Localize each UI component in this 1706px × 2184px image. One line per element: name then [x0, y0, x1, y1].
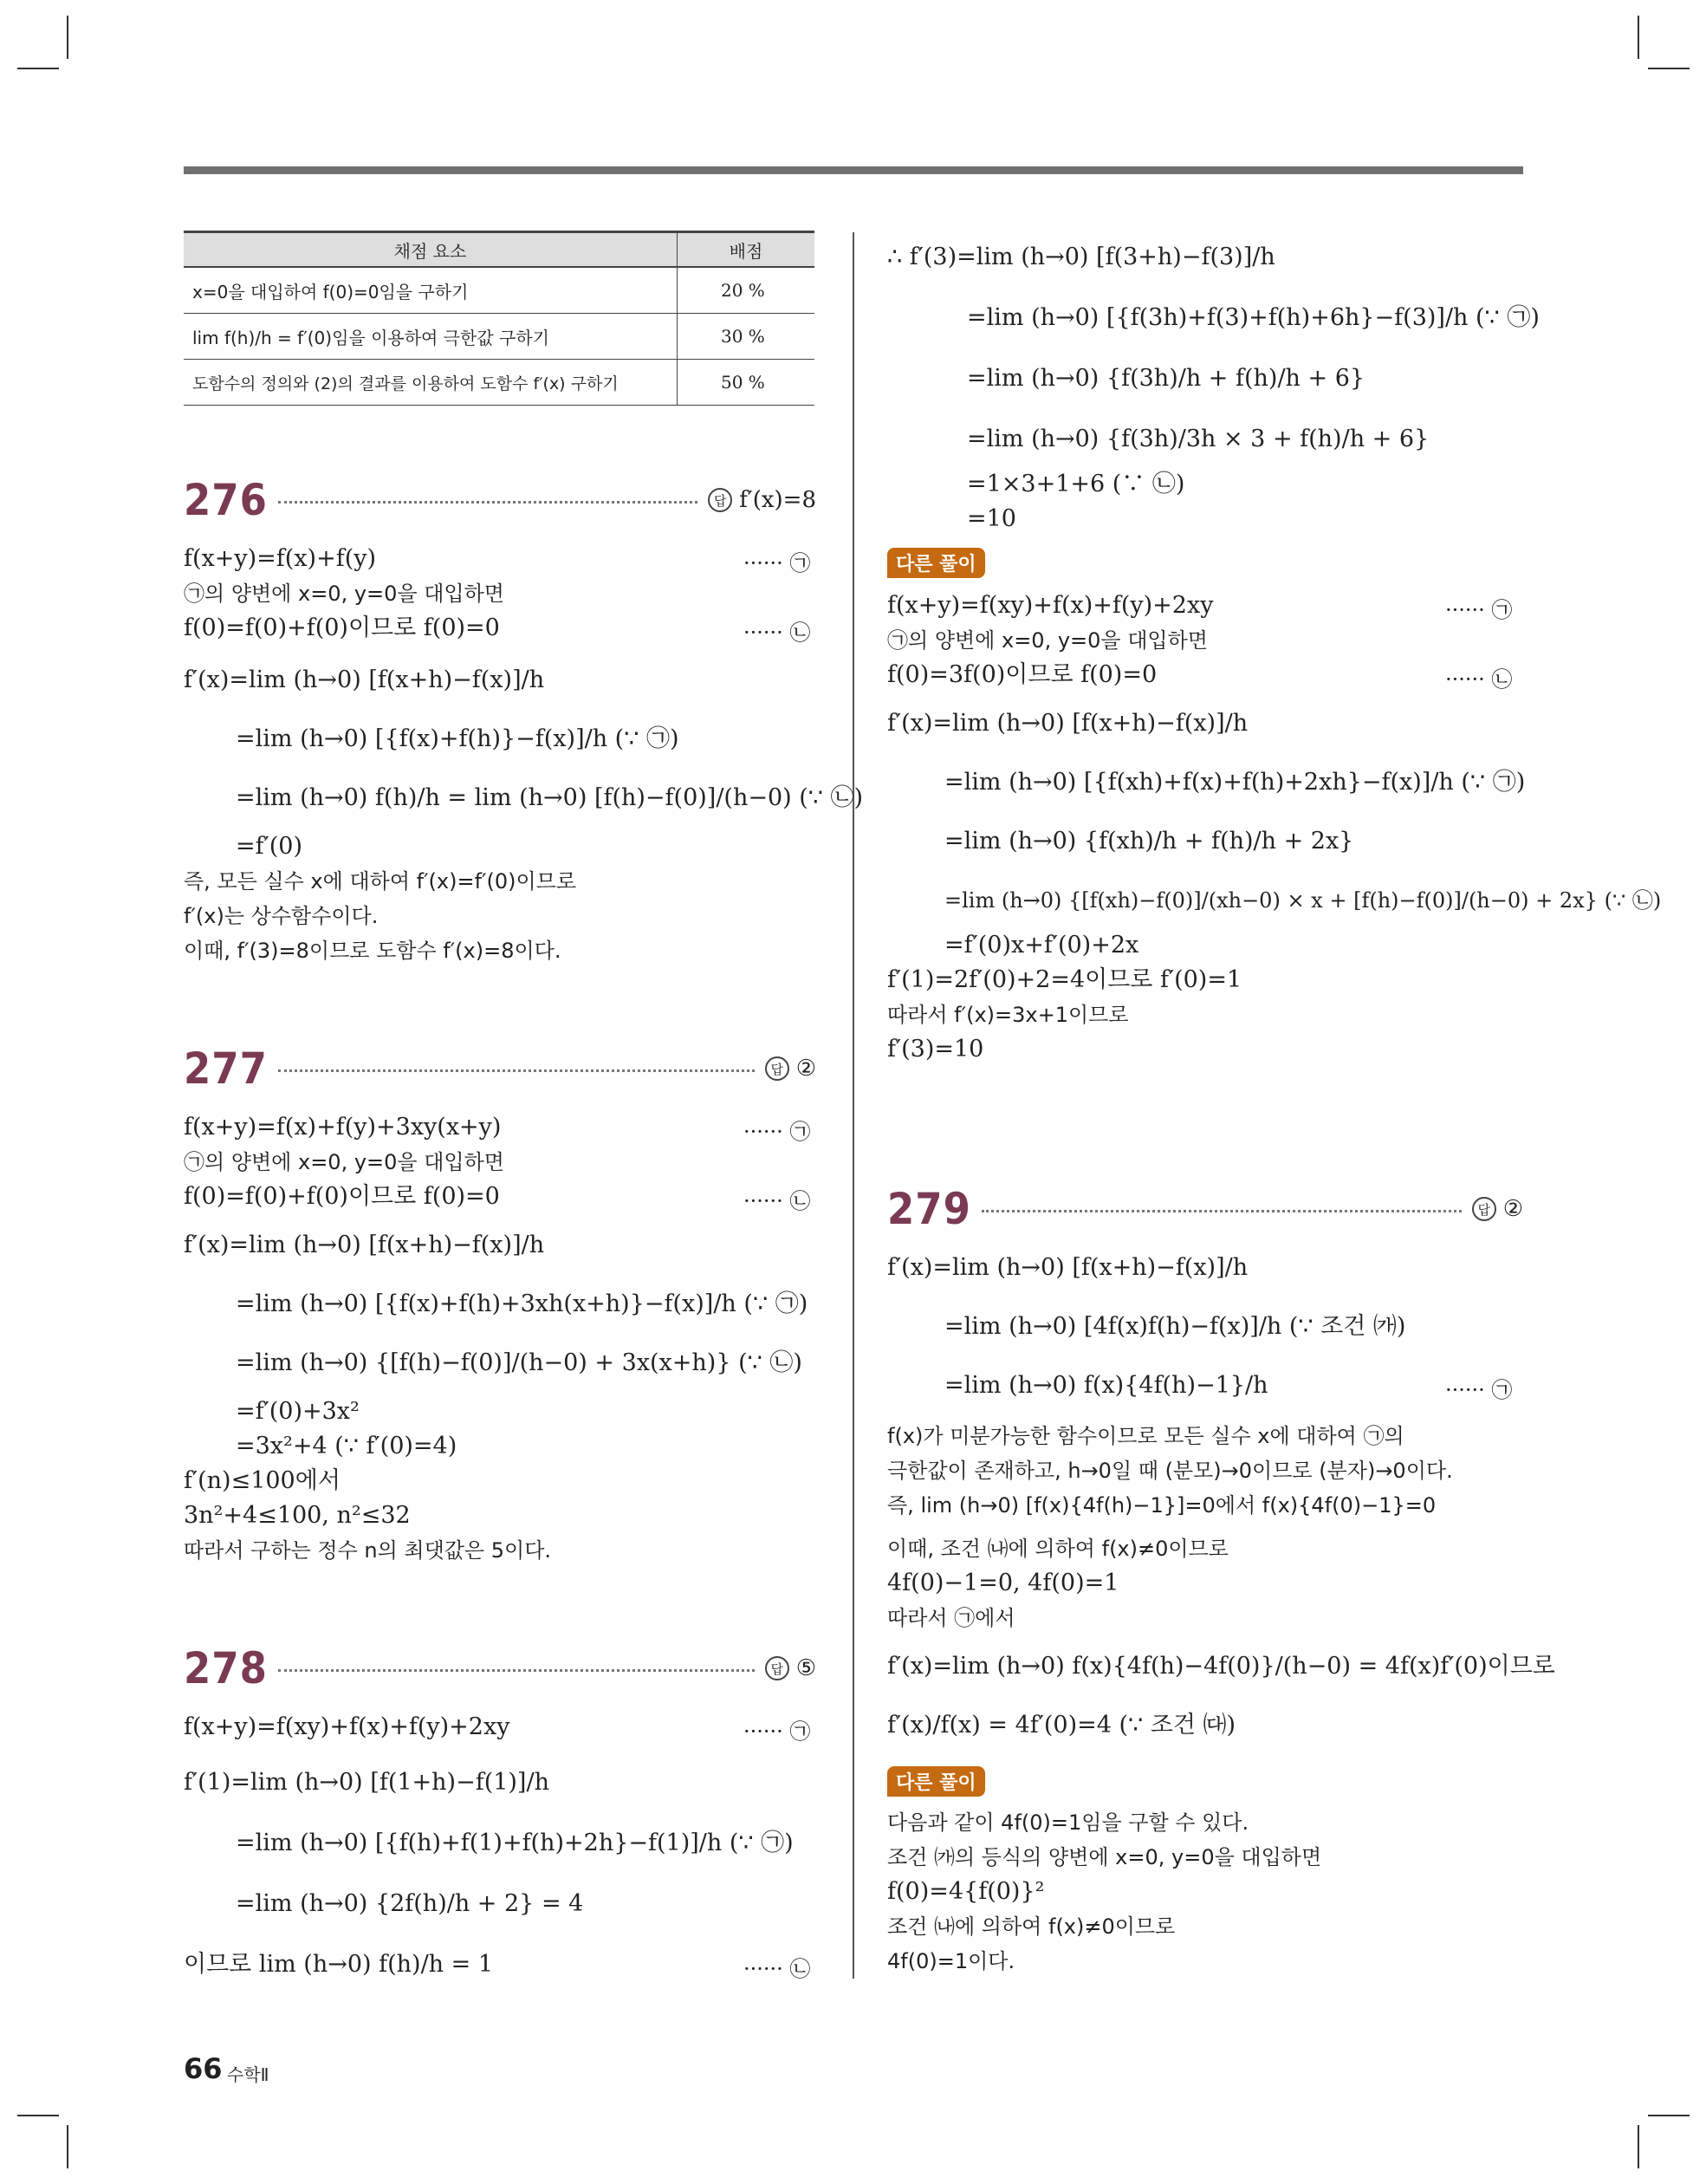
derivation-line: =lim (h→0) [{f(xh)+f(x)+f(h)+2xh}−f(x)]/h (∵ ㉠) [944, 769, 1526, 796]
math-line: 4f(0)−1=0, 4f(0)=1 [887, 1570, 1119, 1596]
answer-value: ⑤ [795, 1655, 816, 1681]
derivation-line: =lim (h→0) [{f(x)+f(h)+3xh(x+h)}−f(x)]/h (∵ ㉠) [236, 1290, 808, 1317]
leader-dots [278, 1069, 755, 1072]
derivation-line: =lim (h→0) {[f(xh)−f(0)]/(xh−0) × x + [f(h)−f(0)]/(h−0) + 2x} (∵ ㉡) [944, 888, 1662, 913]
text-line: 4f(0)=1이다. [887, 1949, 1015, 1973]
leader-dots [278, 500, 697, 504]
crop-mark [1648, 2115, 1690, 2116]
math-line: f(0)=f(0)+f(0)이므로 f(0)=0 [184, 1183, 500, 1210]
answer-box [708, 487, 816, 513]
page-number: 66 [184, 2052, 223, 2085]
alt-solution-badge: 다른 풀이 [887, 1766, 985, 1797]
derivation-line: =lim (h→0) {f(3h)/3h × 3 + f(h)/h + 6} [967, 426, 1430, 452]
problem-header-277 [184, 1043, 816, 1094]
derivation-line: =lim (h→0) f(h)/h = lim (h→0) [f(h)−f(0)]/(h−0) (∵ ㉡) [236, 784, 864, 811]
text-line: 조건 ㈎의 등식의 양변에 x=0, y=0을 대입하면 [887, 1845, 1322, 1869]
column-divider [853, 232, 854, 1979]
text-line: 따라서 f′(x)=3x+1이므로 [887, 1003, 1129, 1027]
crop-mark [17, 68, 59, 69]
problem-header-276 [184, 475, 816, 525]
text-line: f′(x)는 상수함수이다. [184, 904, 379, 928]
derivation-line: =lim (h→0) {[f(h)−f(0)]/(h−0) + 3x(x+h)} (∵ ㉡) [236, 1349, 802, 1376]
table-cell-points: 30 % [678, 314, 815, 360]
derivation-line: f′(1)=lim (h→0) [f(1+h)−f(1)]/h [184, 1769, 549, 1796]
table-row [184, 360, 814, 406]
answer-icon: 답 [1472, 1197, 1496, 1221]
math-line: f(x+y)=f(xy)+f(x)+f(y)+2xy [184, 1713, 510, 1740]
text-line: 다음과 같이 4f(0)=1임을 구할 수 있다. [887, 1810, 1249, 1835]
answer-box [765, 1056, 816, 1082]
problem-number: 279 [887, 1184, 971, 1234]
table-cell-points: 20 % [678, 267, 815, 314]
derivation-line: =lim (h→0) f(x){4f(h)−1}/h [944, 1372, 1268, 1399]
answer-box [1472, 1196, 1523, 1222]
problem-header-279 [887, 1184, 1523, 1234]
table-header-item: 채점 요소 [184, 232, 678, 268]
problem-header-278 [184, 1643, 816, 1693]
derivation-line: f′(x)=lim (h→0) [f(x+h)−f(x)]/h [184, 1232, 545, 1258]
derivation-line: =10 [967, 505, 1016, 532]
table-row [184, 267, 814, 314]
answer-icon: 답 [765, 1056, 789, 1081]
text-line: f(x)가 미분가능한 함수이므로 모든 실수 x에 대하여 ㉠의 [887, 1424, 1404, 1448]
derivation-line: =3x²+4 (∵ f′(0)=4) [236, 1433, 457, 1459]
answer-box [765, 1655, 816, 1681]
math-line: 3n²+4≤100, n²≤32 [184, 1502, 411, 1529]
derivation-line: f′(x)=lim (h→0) [f(x+h)−f(x)]/h [184, 666, 545, 693]
answer-icon: 답 [765, 1656, 789, 1680]
crop-mark [17, 2115, 59, 2116]
crop-mark [67, 16, 68, 59]
text-line: 즉, 모든 실수 x에 대하여 f′(x)=f′(0)이므로 [184, 869, 577, 894]
table-cell-item: x=0을 대입하여 f(0)=0임을 구하기 [184, 267, 678, 314]
problem-number: 276 [184, 475, 268, 525]
answer-value: ② [795, 1056, 816, 1082]
text-line: f′(n)≤100에서 [184, 1467, 341, 1494]
scoring-table [184, 231, 814, 406]
table-cell-item: 도함수의 정의와 (2)의 결과를 이용하여 도함수 f′(x) 구하기 [184, 360, 678, 406]
text-line: 극한값이 존재하고, h→0일 때 (분모)→0이므로 (분자)→0이다. [887, 1459, 1453, 1483]
table-row [184, 314, 814, 360]
equation-marker: ······ ㉠ [743, 1719, 811, 1744]
derivation-line: ∴ f′(3)=lim (h→0) [f(3+h)−f(3)]/h [887, 244, 1275, 270]
derivation-line: =lim (h→0) {2f(h)/h + 2} = 4 [236, 1890, 584, 1917]
leader-dots [982, 1209, 1462, 1212]
text-line: 따라서 구하는 정수 n의 최댓값은 5이다. [184, 1538, 552, 1563]
equation-marker: ······ ㉠ [1445, 598, 1513, 622]
equation-marker: ······ ㉡ [743, 621, 811, 645]
crop-mark [1638, 16, 1639, 59]
derivation-line: =lim (h→0) [{f(h)+f(1)+f(h)+2h}−f(1)]/h (∵ ㉠) [236, 1830, 794, 1856]
table-cell-item: lim f(h)/h = f′(0)임을 이용하여 극한값 구하기 [184, 314, 678, 360]
math-line: f(0)=3f(0)이므로 f(0)=0 [887, 661, 1158, 688]
text-line: 이때, f′(3)=8이므로 도함수 f′(x)=8이다. [184, 939, 561, 963]
derivation-line: =f′(0)+3x² [236, 1398, 360, 1425]
math-line: f(x+y)=f(x)+f(y)+3xy(x+y) [184, 1114, 502, 1141]
equation-marker: ······ ㉡ [1445, 667, 1513, 692]
alt-solution-badge: 다른 풀이 [887, 548, 985, 578]
problem-number: 277 [184, 1043, 268, 1094]
text-line: 조건 ㈏에 의하여 f(x)≠0이므로 [887, 1914, 1176, 1939]
derivation-line: =f′(0) [236, 833, 302, 860]
text-line: 따라서 ㉠에서 [887, 1606, 1015, 1630]
math-line: f′(3)=10 [887, 1036, 984, 1063]
equation-marker: ······ ㉡ [743, 1957, 811, 1981]
derivation-line: =lim (h→0) {f(3h)/h + f(h)/h + 6} [967, 365, 1365, 392]
derivation-line: f′(x)=lim (h→0) [f(x+h)−f(x)]/h [887, 1254, 1249, 1281]
problem-number: 278 [184, 1643, 268, 1693]
derivation-line: =1×3+1+6 (∵ ㉡) [967, 471, 1185, 497]
derivation-line: =lim (h→0) {f(xh)/h + f(h)/h + 2x} [944, 828, 1354, 855]
leader-dots [278, 1668, 755, 1672]
crop-mark [1638, 2125, 1639, 2168]
derivation-line: =lim (h→0) [{f(3h)+f(3)+f(h)+6h}−f(3)]/h (∵ ㉠) [967, 304, 1540, 331]
text-line: ㉠의 양변에 x=0, y=0을 대입하면 [887, 628, 1208, 653]
answer-value: f′(x)=8 [739, 487, 816, 513]
crop-mark [1648, 68, 1690, 69]
derivation-line: =lim (h→0) [4f(x)f(h)−f(x)]/h (∵ 조건 ㈎) [944, 1313, 1406, 1340]
math-line: 이므로 lim (h→0) f(h)/h = 1 [184, 1951, 494, 1978]
table-header-points: 배점 [678, 232, 815, 268]
derivation-line: f′(x)=lim (h→0) [f(x+h)−f(x)]/h [887, 710, 1249, 737]
page-subject: 수학Ⅱ [227, 2064, 269, 2085]
math-line: f(0)=f(0)+f(0)이므로 f(0)=0 [184, 614, 500, 641]
crop-mark [67, 2125, 68, 2168]
equation-marker: ······ ㉡ [743, 1189, 811, 1213]
math-line: f′(1)=2f′(0)+2=4이므로 f′(0)=1 [887, 966, 1242, 993]
answer-icon: 답 [708, 488, 732, 512]
text-line: ㉠의 양변에 x=0, y=0을 대입하면 [184, 582, 504, 606]
derivation-line: f′(x)/f(x) = 4f′(0)=4 (∵ 조건 ㈐) [887, 1712, 1236, 1739]
header-rule [184, 166, 1523, 174]
text-line: ㉠의 양변에 x=0, y=0을 대입하면 [184, 1150, 504, 1174]
derivation-line: =f′(0)x+f′(0)+2x [944, 932, 1139, 959]
text-line: 이때, 조건 ㈏에 의하여 f(x)≠0이므로 [887, 1537, 1229, 1561]
derivation-line: f′(x)=lim (h→0) f(x){4f(h)−4f(0)}/(h−0) = 4f(x)f′(0)이므로 [887, 1653, 1555, 1680]
derivation-line: =lim (h→0) [{f(x)+f(h)}−f(x)]/h (∵ ㉠) [236, 725, 679, 752]
text-line: 즉, lim (h→0) [f(x){4f(h)−1}]=0에서 f(x){4f(0)−1}=0 [887, 1493, 1437, 1518]
table-cell-points: 50 % [678, 360, 815, 406]
equation-marker: ······ ㉠ [743, 551, 811, 575]
math-line: f(0)=4{f(0)}² [887, 1878, 1045, 1905]
math-line: f(x+y)=f(x)+f(y) [184, 545, 377, 572]
equation-marker: ······ ㉠ [1445, 1378, 1513, 1402]
answer-value: ② [1502, 1196, 1523, 1222]
math-line: f(x+y)=f(xy)+f(x)+f(y)+2xy [887, 592, 1214, 619]
equation-marker: ······ ㉠ [743, 1120, 811, 1144]
